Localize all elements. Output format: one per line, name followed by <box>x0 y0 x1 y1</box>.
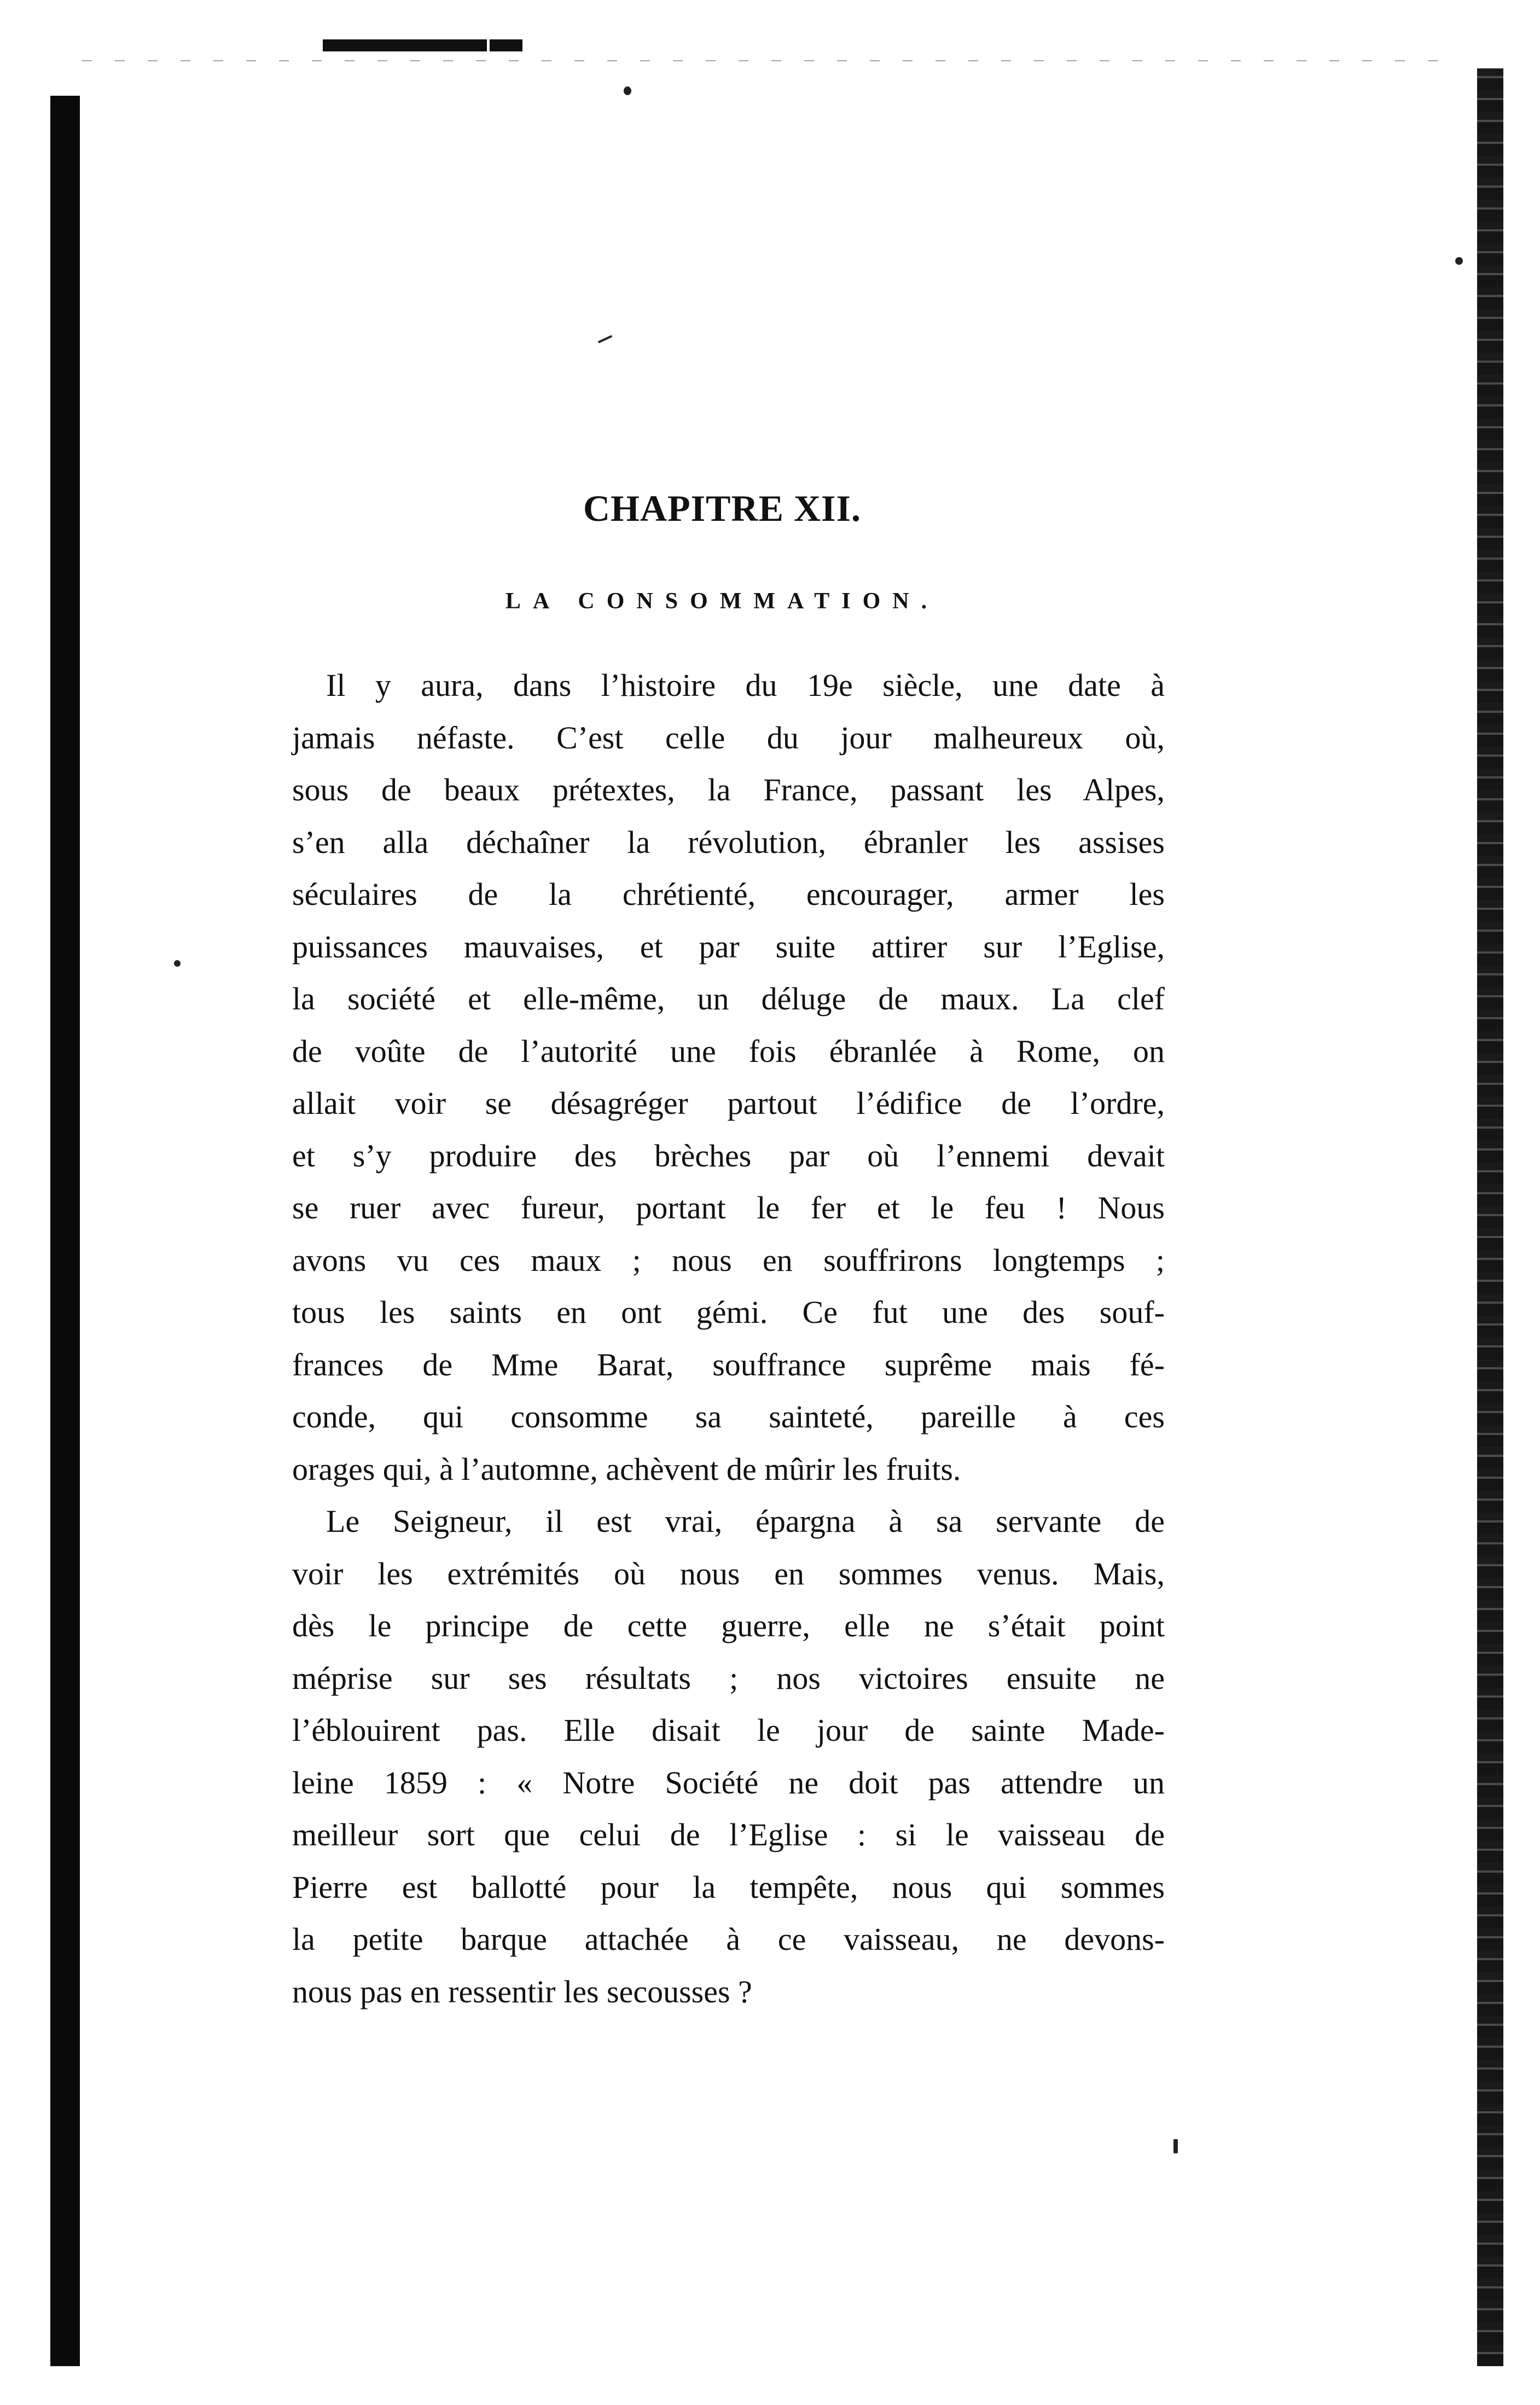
chapter-subtitle: LA CONSOMMATION. <box>505 589 939 614</box>
chapter-title: CHAPITRE XII. <box>583 487 861 529</box>
text-line: orages qui, à l’automne, achèvent de mûrir les fruits. <box>292 1451 961 1487</box>
scan-artifact-top-bar <box>323 39 487 51</box>
text-line: Il y aura, dans l’histoire du 19e siècle, une date à <box>326 667 1165 703</box>
scan-artifact-top-bar-small <box>490 39 522 51</box>
scan-speck <box>1173 2139 1178 2153</box>
text-line: l’éblouirent pas. Elle disait le jour de sainte Made- <box>292 1712 1165 1748</box>
scan-speck <box>174 960 181 967</box>
text-line: frances de Mme Barat, souffrance suprême mais fé- <box>292 1346 1165 1382</box>
text-line: leine 1859 : « Notre Société ne doit pas attendre un <box>292 1764 1165 1800</box>
scan-speck <box>597 335 612 343</box>
text-line: séculaires de la chrétienté, encourager, armer les <box>292 876 1165 912</box>
scan-artifact-dashed-edge <box>82 60 1461 61</box>
text-line: la société et elle-même, un déluge de maux. La clef <box>292 981 1165 1016</box>
paragraph-2 <box>292 1495 1165 2018</box>
text-line: se ruer avec fureur, portant le fer et le feu ! Nous <box>292 1190 1165 1225</box>
text-line: nous pas en ressentir les secousses ? <box>292 1973 752 2009</box>
text-line: allait voir se désagréger partout l’édifice de l’ordre, <box>292 1085 1165 1121</box>
text-line: avons vu ces maux ; nous en souffrirons longtemps ; <box>292 1242 1165 1278</box>
text-line: jamais néfaste. C’est celle du jour malheureux où, <box>292 719 1165 756</box>
text-line: de voûte de l’autorité une fois ébranlée à Rome, on <box>292 1033 1165 1069</box>
text-line: tous les saints en ont gémi. Ce fut une des souf- <box>292 1294 1165 1330</box>
text-line: s’en alla déchaîner la révolution, ébranler les assises <box>292 824 1165 860</box>
scan-artifact-right-edge <box>1477 68 1503 2366</box>
text-line: meilleur sort que celui de l’Eglise : si le vaisseau de <box>292 1817 1165 1852</box>
paragraph-1 <box>292 659 1165 1495</box>
scan-artifact-left-edge <box>50 96 80 2366</box>
text-line: puissances mauvaises, et par suite attirer sur l’Eglise, <box>292 928 1165 965</box>
text-line: la petite barque attachée à ce vaisseau, ne devons- <box>292 1921 1165 1957</box>
text-line: Pierre est ballotté pour la tempête, nous qui sommes <box>292 1869 1165 1905</box>
scan-speck <box>1455 257 1463 265</box>
text-line: sous de beaux prétextes, la France, passant les Alpes, <box>292 772 1165 808</box>
text-line: Le Seigneur, il est vrai, épargna à sa servante de <box>326 1503 1165 1539</box>
text-line: méprise sur ses résultats ; nos victoires ensuite ne <box>292 1660 1165 1696</box>
chapter-body <box>292 659 1165 2018</box>
text-line: conde, qui consomme sa sainteté, pareille à ces <box>292 1399 1165 1434</box>
scan-speck <box>624 86 631 95</box>
text-line: voir les extrémités où nous en sommes venus. Mais, <box>292 1555 1165 1591</box>
text-line: dès le principe de cette guerre, elle ne s’était point <box>292 1608 1165 1643</box>
text-line: et s’y produire des brèches par où l’ennemi devait <box>292 1137 1165 1174</box>
